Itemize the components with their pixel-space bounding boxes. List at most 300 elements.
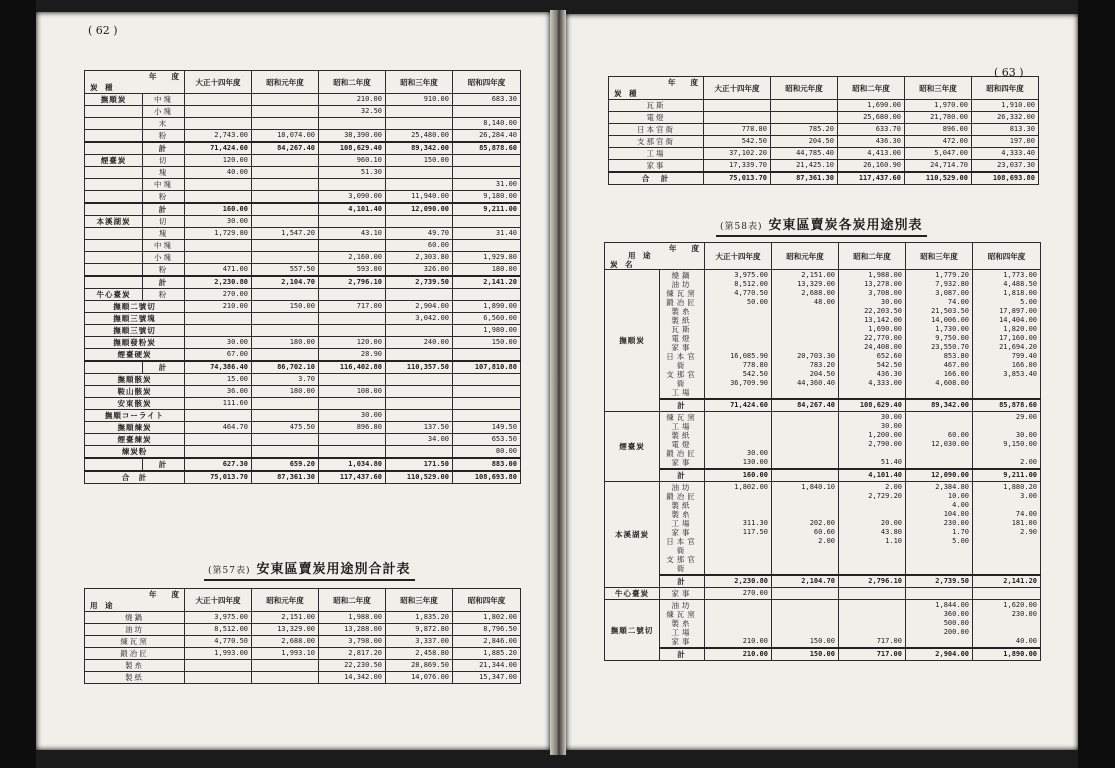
row-category: 撫順二號切 <box>85 301 185 313</box>
value-cell: 11,940.00 <box>386 191 453 204</box>
row-category <box>85 458 143 471</box>
value-cell <box>386 446 453 459</box>
value-block: 270.00 <box>705 588 772 600</box>
value-cell: 3,042.00 <box>386 313 453 325</box>
value-cell: 110,529.00 <box>905 172 972 185</box>
value-block: 1,779.20 7,932.80 3,087.00 74.00 21,503.50 14,006.00 1,730.00 9,750.00 23,550.70 853.80 467.00 166.00 4,608.00 <box>906 270 973 400</box>
usage-label: 燒鍋 <box>671 271 693 280</box>
table-row <box>85 612 521 624</box>
value-cell: 717.00 <box>839 648 906 661</box>
value-cell: 1,988.00 <box>319 612 386 624</box>
value-block: 1,620.00 230.00 40.00 <box>973 600 1041 649</box>
value-cell: 471.00 <box>185 264 252 277</box>
value-cell: 2,817.20 <box>319 648 386 660</box>
row-category <box>85 191 143 204</box>
value-cell <box>453 374 521 386</box>
value-cell: 31.00 <box>453 179 521 191</box>
usage-label: 工場 <box>671 388 693 397</box>
value-cell: 8,512.00 <box>185 624 252 636</box>
value-cell: 2,458.80 <box>386 648 453 660</box>
value-cell: 464.70 <box>185 422 252 434</box>
row-category <box>85 106 143 118</box>
value-cell <box>185 660 252 672</box>
col-header: 昭和元年度 <box>772 243 839 270</box>
value-cell <box>252 289 319 301</box>
table-row <box>609 136 1039 148</box>
table-total-row <box>605 648 1041 661</box>
value-block <box>772 588 839 600</box>
value-cell <box>252 216 319 228</box>
table-coal-by-type <box>84 70 521 484</box>
usage-label: 煉瓦窯 <box>666 289 698 298</box>
table-row <box>85 118 521 130</box>
value-cell: 2,739.50 <box>386 276 453 289</box>
value-cell: 38,390.00 <box>319 130 386 143</box>
value-cell: 1,993.10 <box>252 648 319 660</box>
value-cell: 75,013.70 <box>704 172 771 185</box>
row-category <box>85 167 143 179</box>
row-usage: 合 計 <box>609 172 704 185</box>
value-cell: 60.00 <box>386 240 453 252</box>
row-subtype: 粉 <box>143 130 185 143</box>
value-cell <box>252 672 319 684</box>
value-block: 1,844.00 360.00 500.00 200.00 <box>906 600 973 649</box>
corner-cell: 年 度 炭 種 <box>609 77 704 100</box>
value-cell <box>252 325 319 337</box>
value-cell: 25,480.00 <box>386 130 453 143</box>
row-category <box>85 228 143 240</box>
value-cell: 111.60 <box>185 398 252 410</box>
table-header-row <box>605 243 1041 270</box>
value-block: 1,880.20 3.00 74.00 181.00 2.90 <box>973 482 1041 576</box>
value-cell <box>252 191 319 204</box>
value-cell: 87,361.30 <box>252 471 319 484</box>
row-category <box>85 276 143 289</box>
col-header: 大正十四年度 <box>704 77 771 100</box>
value-cell <box>386 410 453 422</box>
value-cell: 1,970.00 <box>905 100 972 112</box>
table-row <box>85 386 521 398</box>
table-group-row <box>605 482 1041 576</box>
value-cell: 108,629.40 <box>839 399 906 412</box>
table-group-row <box>605 270 1041 400</box>
value-cell: 67.00 <box>185 349 252 362</box>
value-cell <box>453 289 521 301</box>
usage-label: 製紙 <box>671 431 693 440</box>
value-cell: 593.00 <box>319 264 386 277</box>
table-group-row <box>605 412 1041 470</box>
value-cell: 180.00 <box>252 386 319 398</box>
value-cell: 2,904.00 <box>906 648 973 661</box>
value-cell: 71,424.60 <box>185 142 252 155</box>
value-cell: 149.50 <box>453 422 521 434</box>
table-row <box>85 458 521 471</box>
row-category: 合 計 <box>85 471 185 484</box>
value-cell <box>252 203 319 216</box>
value-cell <box>252 660 319 672</box>
value-cell: 12,090.00 <box>386 203 453 216</box>
value-cell: 9,872.80 <box>386 624 453 636</box>
value-cell <box>185 446 252 459</box>
usage-label: 家事 <box>671 343 693 352</box>
value-cell <box>771 100 838 112</box>
col-header: 昭和二年度 <box>319 589 386 612</box>
row-subtype: 塊 <box>143 228 185 240</box>
value-cell: 6,560.00 <box>453 313 521 325</box>
table-row <box>609 160 1039 173</box>
row-category: 撫順三號切 <box>85 325 185 337</box>
table-row <box>85 130 521 143</box>
row-category <box>85 130 143 143</box>
col-header: 昭和三年度 <box>906 243 973 270</box>
value-cell <box>319 289 386 301</box>
value-cell: 542.50 <box>704 136 771 148</box>
value-cell: 2,739.50 <box>906 575 973 588</box>
row-category <box>85 264 143 277</box>
row-category: 撫順發粉炭 <box>85 337 185 349</box>
table-row <box>85 203 521 216</box>
value-cell: 85,878.60 <box>973 399 1041 412</box>
row-subtype: 中塊 <box>143 179 185 191</box>
row-subtype: 塊 <box>143 167 185 179</box>
value-block: 29.00 30.00 9,150.00 2.00 <box>973 412 1041 470</box>
value-cell <box>386 398 453 410</box>
value-cell: 150.00 <box>386 155 453 167</box>
row-category: 煙臺炭 <box>85 155 143 167</box>
value-cell: 18,074.00 <box>252 130 319 143</box>
value-cell <box>319 216 386 228</box>
value-cell: 150.00 <box>772 648 839 661</box>
value-cell: 557.50 <box>252 264 319 277</box>
value-cell <box>319 240 386 252</box>
value-cell <box>319 398 386 410</box>
col-header: 昭和三年度 <box>386 71 453 94</box>
value-cell <box>386 374 453 386</box>
value-cell: 2,104.70 <box>252 276 319 289</box>
value-cell: 21,425.10 <box>771 160 838 173</box>
value-cell <box>185 191 252 204</box>
row-subtype: 粉 <box>143 289 185 301</box>
usage-label: 油坊 <box>671 601 693 610</box>
value-cell <box>252 252 319 264</box>
row-category: 撫順骸炭 <box>85 374 185 386</box>
value-cell: 17,339.70 <box>704 160 771 173</box>
table-row <box>609 100 1039 112</box>
usage-label: 煉瓦窯 <box>666 413 698 422</box>
right-page <box>566 14 1078 750</box>
value-cell <box>453 349 521 362</box>
value-cell: 110,357.50 <box>386 361 453 374</box>
value-cell: 9,180.00 <box>453 191 521 204</box>
value-cell: 108,693.80 <box>972 172 1039 185</box>
usage-label: 製紙 <box>671 316 693 325</box>
value-cell: 74,386.40 <box>185 361 252 374</box>
value-cell <box>185 106 252 118</box>
value-cell: 71,424.60 <box>705 399 772 412</box>
row-category <box>85 361 143 374</box>
value-cell: 43.10 <box>319 228 386 240</box>
row-subtype: 小塊 <box>143 252 185 264</box>
value-cell: 24,714.70 <box>905 160 972 173</box>
value-cell: 25,680.00 <box>838 112 905 124</box>
value-cell: 171.50 <box>386 458 453 471</box>
value-cell: 28.90 <box>319 349 386 362</box>
page-number-right: ( 63 ) <box>994 66 1024 79</box>
value-cell <box>386 118 453 130</box>
value-cell: 110,529.00 <box>386 471 453 484</box>
value-cell: 683.30 <box>453 94 521 106</box>
value-cell: 1,547.20 <box>252 228 319 240</box>
value-cell: 49.70 <box>386 228 453 240</box>
value-block <box>772 412 839 470</box>
row-subtype: 末 <box>143 118 185 130</box>
value-cell: 1,890.00 <box>973 648 1041 661</box>
value-cell: 2,151.00 <box>252 612 319 624</box>
value-cell: 150.00 <box>252 301 319 313</box>
total-label: 計 <box>660 575 705 588</box>
value-cell <box>185 252 252 264</box>
col-header: 昭和元年度 <box>252 589 319 612</box>
group-items <box>660 600 705 649</box>
row-subtype: 計 <box>143 203 185 216</box>
value-cell <box>252 434 319 446</box>
value-cell: 117,437.60 <box>319 471 386 484</box>
row-subtype: 切 <box>143 216 185 228</box>
usage-label: 油坊 <box>671 483 693 492</box>
value-cell: 436.30 <box>838 136 905 148</box>
value-cell: 9,211.00 <box>453 203 521 216</box>
col-header: 昭和四年度 <box>973 243 1041 270</box>
value-cell <box>252 118 319 130</box>
value-cell <box>771 112 838 124</box>
value-cell: 15,347.00 <box>453 672 521 684</box>
value-cell: 785.20 <box>771 124 838 136</box>
table-total-row <box>605 399 1041 412</box>
col-header: 昭和三年度 <box>905 77 972 100</box>
value-cell <box>185 313 252 325</box>
value-cell <box>185 325 252 337</box>
value-cell <box>319 325 386 337</box>
value-cell <box>252 410 319 422</box>
value-cell <box>704 112 771 124</box>
value-block: 1,802.00 311.30 117.50 <box>705 482 772 576</box>
value-cell: 1,885.20 <box>453 648 521 660</box>
value-block: 2,151.00 13,329.00 2,688.00 48.00 20,703.30 783.20 204.50 44,360.40 <box>772 270 839 400</box>
group-name: 煙臺炭 <box>605 412 660 482</box>
value-cell <box>319 313 386 325</box>
row-subtype: 計 <box>143 458 185 471</box>
value-cell: 120.00 <box>185 155 252 167</box>
value-block: 30.00 30.00 1,200.00 2,790.00 51.40 <box>839 412 906 470</box>
row-category: 本溪湖炭 <box>85 216 143 228</box>
row-category <box>85 252 143 264</box>
row-category <box>85 142 143 155</box>
value-cell: 3,090.00 <box>319 191 386 204</box>
value-cell: 85,878.60 <box>453 142 521 155</box>
value-block: 60.00 12,030.00 <box>906 412 973 470</box>
value-block: 2.00 2,729.20 20.00 43.80 1.10 <box>839 482 906 576</box>
value-cell: 37,102.20 <box>704 148 771 160</box>
usage-label: 電燈 <box>671 334 693 343</box>
value-cell <box>185 240 252 252</box>
table-row <box>85 361 521 374</box>
row-category: 撫順三號塊 <box>85 313 185 325</box>
value-cell: 12,090.00 <box>906 469 973 482</box>
value-block: 210.00 <box>705 600 772 649</box>
table-row <box>85 106 521 118</box>
value-cell: 8,140.00 <box>453 118 521 130</box>
value-cell: 13,288.00 <box>319 624 386 636</box>
value-cell: 14,076.00 <box>386 672 453 684</box>
usage-label: 日本官衙 <box>666 537 698 555</box>
table-row <box>85 240 521 252</box>
value-cell <box>453 216 521 228</box>
value-cell: 15.00 <box>185 374 252 386</box>
col-header: 昭和元年度 <box>771 77 838 100</box>
row-usage: 鍛冶匠 <box>85 648 185 660</box>
col-header: 昭和三年度 <box>386 589 453 612</box>
table-row <box>609 148 1039 160</box>
value-cell: 1,993.00 <box>185 648 252 660</box>
value-cell <box>252 179 319 191</box>
row-usage: 日本官衙 <box>609 124 704 136</box>
value-cell: 2,303.80 <box>386 252 453 264</box>
value-cell: 2,796.10 <box>319 276 386 289</box>
value-cell: 1,835.20 <box>386 612 453 624</box>
value-cell: 4,101.40 <box>319 203 386 216</box>
value-cell: 180.00 <box>252 337 319 349</box>
value-cell: 26,160.90 <box>838 160 905 173</box>
row-usage: 瓦斯 <box>609 100 704 112</box>
usage-label: 製糸 <box>671 510 693 519</box>
value-cell <box>252 155 319 167</box>
value-cell: 89,342.00 <box>906 399 973 412</box>
group-name: 撫順炭 <box>605 270 660 412</box>
table-row <box>85 313 521 325</box>
value-cell <box>704 100 771 112</box>
row-usage: 燒鍋 <box>85 612 185 624</box>
table-row <box>609 172 1039 185</box>
value-cell <box>386 179 453 191</box>
table-row <box>85 191 521 204</box>
table-row <box>85 471 521 484</box>
col-header: 昭和元年度 <box>252 71 319 94</box>
table-row <box>85 252 521 264</box>
value-cell: 5,047.00 <box>905 148 972 160</box>
usage-label: 煉瓦窯 <box>666 610 698 619</box>
usage-label: 電燈 <box>671 440 693 449</box>
value-cell <box>185 94 252 106</box>
row-usage: 製糸 <box>85 660 185 672</box>
group-items <box>660 270 705 400</box>
table-row <box>85 410 521 422</box>
value-cell: 1,910.00 <box>972 100 1039 112</box>
row-subtype: 切 <box>143 155 185 167</box>
value-cell: 2,160.00 <box>319 252 386 264</box>
total-label: 計 <box>660 399 705 412</box>
value-cell: 84,267.40 <box>772 399 839 412</box>
value-cell <box>252 240 319 252</box>
value-cell: 89,342.00 <box>386 142 453 155</box>
value-cell: 44,785.40 <box>771 148 838 160</box>
col-header: 昭和二年度 <box>839 243 906 270</box>
value-cell: 30.00 <box>185 337 252 349</box>
value-cell <box>252 313 319 325</box>
value-cell: 14,342.00 <box>319 672 386 684</box>
table-row <box>85 301 521 313</box>
value-cell: 659.20 <box>252 458 319 471</box>
value-block: 30.00 130.00 <box>705 412 772 470</box>
value-cell <box>453 106 521 118</box>
value-cell: 4,101.40 <box>839 469 906 482</box>
value-block <box>973 588 1041 600</box>
value-cell: 31.40 <box>453 228 521 240</box>
value-cell <box>252 446 319 459</box>
table-group-row <box>605 588 1041 600</box>
value-cell: 717.00 <box>319 301 386 313</box>
value-cell: 87,361.30 <box>771 172 838 185</box>
value-block: 150.00 <box>772 600 839 649</box>
value-cell <box>453 167 521 179</box>
table-row <box>85 446 521 459</box>
value-cell <box>386 349 453 362</box>
value-cell: 896.80 <box>319 422 386 434</box>
row-subtype: 計 <box>143 361 185 374</box>
value-cell <box>386 289 453 301</box>
value-cell <box>386 386 453 398</box>
row-category <box>85 203 143 216</box>
group-name: 牛心臺炭 <box>605 588 660 600</box>
row-usage: 油坊 <box>85 624 185 636</box>
usage-label: 支那官衙 <box>666 555 698 573</box>
value-cell: 210.00 <box>319 94 386 106</box>
value-cell: 4,770.50 <box>185 636 252 648</box>
value-cell: 3.70 <box>252 374 319 386</box>
table-row <box>85 155 521 167</box>
table-row <box>85 228 521 240</box>
value-cell <box>185 410 252 422</box>
value-cell: 2,846.00 <box>453 636 521 648</box>
value-cell: 13,329.00 <box>252 624 319 636</box>
value-cell <box>252 106 319 118</box>
value-cell: 3,798.00 <box>319 636 386 648</box>
table-row <box>85 216 521 228</box>
col-header: 昭和四年度 <box>972 77 1039 100</box>
col-header: 昭和四年度 <box>453 589 521 612</box>
table-row <box>85 660 521 672</box>
usage-label: 製糸 <box>671 619 693 628</box>
table-header-row <box>609 77 1039 100</box>
usage-label: 家事 <box>671 458 693 467</box>
value-cell: 3,975.00 <box>185 612 252 624</box>
value-cell: 2,141.20 <box>453 276 521 289</box>
col-header: 大正十四年度 <box>185 71 252 94</box>
value-block: 1,840.10 202.00 60.60 2.00 <box>772 482 839 576</box>
row-subtype: 中塊 <box>143 94 185 106</box>
row-subtype: 計 <box>143 276 185 289</box>
value-cell: 150.00 <box>453 337 521 349</box>
table-row <box>85 337 521 349</box>
value-cell: 108,629.40 <box>319 142 386 155</box>
value-cell <box>772 469 839 482</box>
table-row <box>85 648 521 660</box>
value-cell: 778.80 <box>704 124 771 136</box>
value-cell: 883.00 <box>453 458 521 471</box>
table-row <box>85 624 521 636</box>
table-row <box>85 422 521 434</box>
value-cell: 23,037.30 <box>972 160 1039 173</box>
table-total-row <box>605 469 1041 482</box>
